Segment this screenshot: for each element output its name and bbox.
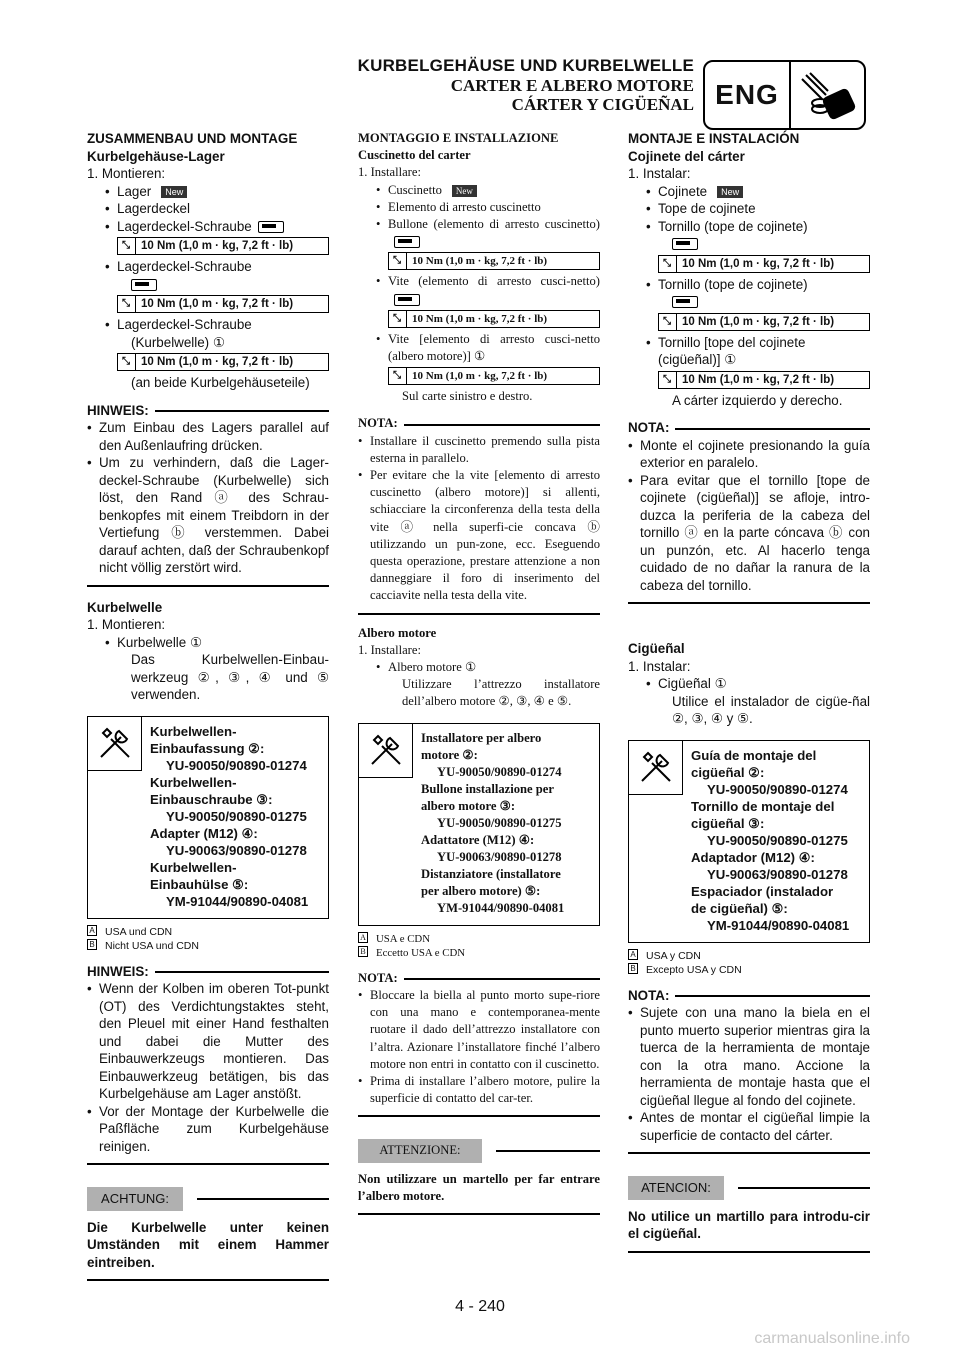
tool-line: Distanziatore (installatore — [421, 866, 561, 881]
step-label: 1. Montieren: — [87, 166, 166, 181]
note-label: NOTA: — [628, 420, 670, 435]
locking-agent-icon — [394, 236, 420, 248]
torque-wrench-icon: ⤡ — [663, 314, 677, 330]
locking-agent-icon — [131, 279, 157, 291]
caution-heading — [87, 1187, 329, 1211]
tool-number: YU-90063/90890-01278 — [437, 849, 562, 864]
list-item — [358, 216, 600, 250]
country-note-a — [87, 925, 329, 939]
tool-number: YU-90050/90890-01275 — [166, 808, 307, 824]
torque-wrench-icon: ⤡ — [663, 256, 677, 272]
country-text: Nicht USA und CDN — [105, 939, 199, 952]
tool-line: Bullone installazione per — [421, 781, 554, 796]
item-text: Vite (elemento di arresto cusci-netto) — [388, 274, 600, 289]
item-description: Utilice el instalador de cigüe-ñal ②, ③, ④ y ⑤. — [672, 693, 870, 726]
torque-value: 10 Nm (1,0 m · kg, 7,2 ft · lb) — [412, 370, 548, 383]
list-item — [87, 183, 329, 201]
tool-line: albero motore ③: — [421, 798, 516, 813]
note-heading — [87, 963, 329, 981]
tool-line: Kurbelwellen- — [150, 723, 237, 739]
caution-heading — [628, 1176, 870, 1200]
locking-agent-icon — [394, 294, 420, 306]
caution-text: Die Kurbelwelle unter keinen Umständen mit einem Hammer eintreiben. — [87, 1219, 329, 1270]
caution-text: No utilice un martillo para introdu-cir el cigüeñal. — [628, 1208, 870, 1241]
new-badge: New — [717, 186, 743, 198]
tool-line: Tornillo de montaje del — [691, 798, 835, 814]
item-note: Sul carte sinistro e destro. — [402, 389, 533, 404]
torque-wrench-icon: ⤡ — [122, 296, 136, 312]
column-spanish — [628, 130, 870, 1263]
note-item: • Per evitare che la vite [elemento di arresto cuscinetto (albero motore)] si allenti, schiacciare la circonferenza della testa della vite ⓐ nella superfi-cie concava ⓑ utilizzando un pun-zone, ecc. Eseguendo questa operazione, prestare attenzione a non danneggiare il foro di inserimento del cacciavite nella testa della vite. — [358, 467, 600, 605]
page-number: 4 - 240 — [455, 1298, 505, 1315]
tool-line: Kurbelwellen- — [150, 774, 237, 790]
locking-agent-row — [87, 276, 329, 294]
torque-spec — [117, 353, 329, 371]
note-label: HINWEIS: — [87, 402, 149, 418]
marker-a-icon: A — [358, 932, 368, 943]
caution-label: ATENCION: — [628, 1176, 724, 1200]
country-text: USA y CDN — [646, 949, 701, 962]
tool-number: YU-90063/90890-01278 — [707, 866, 848, 882]
tool-number: YM-91044/90890-04081 — [166, 893, 309, 909]
tool-line: Einbauhülse ⑤: — [150, 876, 249, 892]
note-label: NOTA: — [358, 416, 398, 431]
torque-spec — [117, 237, 329, 255]
tool-number: YU-90050/90890-01274 — [707, 781, 848, 797]
torque-wrench-icon: ⤡ — [393, 253, 407, 269]
torque-value: 10 Nm (1,0 m · kg, 7,2 ft · lb) — [412, 255, 548, 268]
country-text: Excepto USA y CDN — [646, 963, 742, 976]
column-italian — [358, 130, 600, 1225]
tool-line: motore ②: — [421, 747, 478, 762]
item-description: Das Kurbelwellen-Einbau-werkzeug ②, ③, ④ und ⑤ verwenden. — [131, 652, 329, 702]
tool-line: Einbauschraube ③: — [150, 791, 273, 807]
step-label: 1. Installare: — [358, 642, 421, 657]
note-item: • Um zu verhindern, daß die Lager-deckel-Schraube (Kurbelwelle) sich löst, den Rand ⓐ des Schrau-benkopfes mit einem Treibdorn in der Vertiefung ⓑ verstemmen. Dabei darauf achten, daß der Schraubenkopf nicht völlig zerstört wird. — [87, 454, 329, 577]
tool-line: de cigüeñal) ⑤: — [691, 900, 788, 916]
step-label: 1. Instalar: — [628, 166, 691, 181]
list-item: • Cigüeñal ① — [628, 675, 870, 693]
marker-b-icon: B — [358, 946, 368, 957]
tools-icon — [359, 724, 413, 778]
subsection-heading: Cigüeñal — [628, 641, 685, 656]
section-heading: MONTAJE E INSTALACIÓN — [628, 131, 800, 146]
locking-agent-icon — [258, 221, 284, 233]
note-item: • Antes de montar el cigüeñal limpie la superficie de contacto del cárter. — [628, 1109, 870, 1144]
note-item: • Prima di installare l’albero motore, pulire la superficie di contatto del car-ter. — [358, 1073, 600, 1107]
country-note-a — [358, 932, 600, 946]
tool-number: YM-91044/90890-04081 — [707, 917, 850, 933]
list-item: • Lagerdeckel — [87, 200, 329, 218]
caution-heading — [358, 1139, 600, 1162]
marker-b-icon: B — [87, 939, 97, 950]
note-item: • Zum Einbau des Lagers parallel auf den Außenlaufring drücken. — [87, 419, 329, 454]
list-item: • Lagerdeckel-Schraube — [87, 316, 329, 334]
subsection-heading: Albero motore — [358, 625, 437, 640]
list-item — [628, 183, 870, 201]
tool-line: Espaciador (instalador — [691, 883, 834, 899]
tool-line: Adapter (M12) ④: — [150, 825, 258, 841]
tool-line: Installatore per albero — [421, 730, 542, 745]
list-item: • Tornillo [tope del cojinete (cigüeñal)] ① — [628, 334, 870, 369]
note-heading — [628, 987, 870, 1005]
header-title-de: KURBELGEHÄUSE UND KURBELWELLE — [357, 56, 694, 75]
header-title-es: CÁRTER Y CIGÜEÑAL — [511, 95, 694, 114]
note-item: • Wenn der Kolben im oberen Tot-punkt (OT) des Verdichtungstaktes steht, den Pleuel mit einer Hand festhalten und dabei die Mutter des Einbauwerkzeugs montieren. Das Einbauwerkzeug betätigen, bis das Kurbelgehäuse am Lager anstößt. — [87, 980, 329, 1103]
note-label: NOTA: — [628, 987, 670, 1003]
tool-line: Adaptador (M12) ④: — [691, 849, 815, 865]
note-item: • Vor der Montage der Kurbelwelle die Paßfläche zum Kurbelgehäuse reinigen. — [87, 1103, 329, 1156]
tool-number: YU-90063/90890-01278 — [166, 842, 307, 858]
tool-number: YM-91044/90890-04081 — [437, 900, 565, 915]
note-heading — [358, 415, 600, 432]
tools-icon — [88, 717, 142, 771]
torque-wrench-icon: ⤡ — [122, 354, 136, 370]
note-heading — [87, 402, 329, 420]
country-note-b — [87, 939, 329, 953]
torque-wrench-icon: ⤡ — [393, 311, 407, 327]
locking-agent-icon — [672, 296, 698, 308]
list-item: • Albero motore ① — [358, 659, 600, 676]
torque-spec — [658, 255, 870, 273]
list-item: • Tornillo (tope de cojinete) — [628, 218, 870, 236]
special-tool-box — [358, 723, 600, 926]
note-item: • Sujete con una mano la biela en el punto muerto superior mientras gira la tuerca de la herramienta de montaje con la otra mano. Accione la herramienta de montaje hasta que el cigüeñal llegue al fondo del cojinete. — [628, 1004, 870, 1109]
list-item: • Tope de cojinete — [628, 200, 870, 218]
torque-spec — [658, 313, 870, 331]
torque-value: 10 Nm (1,0 m · kg, 7,2 ft · lb) — [141, 240, 294, 252]
torque-spec — [388, 252, 600, 270]
caution-label: ATTENZIONE: — [358, 1139, 482, 1162]
torque-wrench-icon: ⤡ — [663, 372, 677, 388]
list-item: • Vite [elemento di arresto cusci-netto (albero motore)] ① — [358, 331, 600, 365]
item-note: A cárter izquierdo y derecho. — [672, 392, 843, 408]
note-item: • Monte el cojinete presionando la guía exterior en paralelo. — [628, 437, 870, 472]
subsection-heading: Kurbelwelle — [87, 599, 163, 615]
list-item: • Kurbelwelle ① — [87, 634, 329, 652]
locking-agent-row — [628, 235, 870, 253]
torque-value: 10 Nm (1,0 m · kg, 7,2 ft · lb) — [682, 315, 835, 328]
caution-text: Non utilizzare un martello per far entrare l’albero motore. — [358, 1171, 600, 1203]
country-text: Eccetto USA e CDN — [376, 946, 466, 959]
marker-a-icon: A — [628, 949, 638, 960]
country-text: USA und CDN — [105, 925, 173, 938]
tool-line: cigüeñal ③: — [691, 815, 765, 831]
torque-spec — [388, 310, 600, 328]
item-note: (an beide Kurbelgehäuseteile) — [131, 375, 310, 390]
item-text: Lagerdeckel-Schraube — [117, 218, 252, 234]
step-label: 1. Montieren: — [87, 617, 166, 632]
country-note-b — [628, 963, 870, 977]
tool-line: per albero motore) ⑤: — [421, 883, 541, 898]
note-item: • Installare il cuscinetto premendo sulla pista esterna in parallelo. — [358, 433, 600, 467]
item-text: Lager — [117, 183, 152, 199]
note-item: • Para evitar que el tornillo [tope de cojinete (cigüeñal)] se afloje, intro-duzca la periferia de la cabeza del tornillo ⓐ en la parte cóncava ⓑ con un punzón, etc. Al hacerlo tenga cuidado de no dañar la ranura de la cabeza del tornillo. — [628, 472, 870, 595]
torque-value: 10 Nm (1,0 m · kg, 7,2 ft · lb) — [682, 373, 835, 386]
item-text: Lagerdeckel-Schraube — [117, 259, 252, 274]
torque-value: 10 Nm (1,0 m · kg, 7,2 ft · lb) — [682, 257, 835, 270]
note-label: NOTA: — [358, 970, 398, 985]
tool-line: cigüeñal ②: — [691, 764, 765, 780]
torque-value: 10 Nm (1,0 m · kg, 7,2 ft · lb) — [412, 312, 548, 325]
country-note-b — [358, 946, 600, 960]
tool-number: YU-90050/90890-01275 — [437, 815, 562, 830]
list-item-continued: (Kurbelwelle) ① — [131, 334, 225, 350]
country-note-a — [628, 949, 870, 963]
tools-icon — [629, 741, 683, 795]
torque-wrench-icon: ⤡ — [122, 238, 136, 254]
section-heading: MONTAGGIO E INSTALLAZIONE — [358, 131, 559, 145]
item-text: Bullone (elemento di arresto cuscinetto) — [388, 217, 600, 232]
locking-agent-row — [628, 293, 870, 311]
header-title-it: CARTER E ALBERO MOTORE — [450, 76, 694, 95]
engine-parts-icon — [791, 62, 864, 128]
eng-label: ENG — [705, 62, 791, 128]
page-header-titles — [358, 56, 694, 114]
list-item — [358, 182, 600, 199]
item-description: Utilizzare l’attrezzo installatore dell’albero motore ②, ③, ④ e ⑤. — [402, 677, 600, 709]
step-label: 1. Installare: — [358, 165, 421, 180]
tool-line: Kurbelwellen- — [150, 859, 237, 875]
step-label: 1. Instalar: — [628, 658, 691, 674]
tool-number: YU-90050/90890-01274 — [437, 764, 562, 779]
tool-line: Adattatore (M12) ④: — [421, 832, 535, 847]
country-text: USA e CDN — [376, 932, 430, 945]
tool-line: Einbaufassung ②: — [150, 740, 265, 756]
marker-b-icon: B — [628, 963, 638, 974]
tool-line: Guía de montaje del — [691, 747, 817, 763]
subsection-heading: Cojinete del cárter — [628, 148, 745, 164]
list-item — [87, 218, 329, 236]
item-text: Cuscinetto — [388, 182, 442, 197]
list-item — [358, 273, 600, 307]
note-heading — [358, 970, 600, 987]
note-item: • Bloccare la biella al punto morto supe-riore con una mano e contemporanea-mente ruotare il dado dell’attrezzo installatore con l’altra. Azionare l’installatore finché l’albero motore non entri in contatto con il cuscinetto. — [358, 987, 600, 1073]
new-badge: New — [452, 185, 477, 197]
section-heading: ZUSAMMENBAU UND MONTAGE — [87, 131, 298, 146]
marker-a-icon: A — [87, 925, 97, 936]
special-tool-box — [628, 740, 870, 943]
eng-section-badge — [703, 60, 866, 130]
torque-spec — [117, 295, 329, 313]
list-item: • Tornillo (tope de cojinete) — [628, 276, 870, 294]
caution-label: ACHTUNG: — [87, 1187, 183, 1211]
subsection-heading: Cuscinetto del carter — [358, 148, 471, 163]
watermark: carmanualsonline.info — [754, 1330, 910, 1347]
locking-agent-icon — [672, 238, 698, 250]
new-badge: New — [161, 186, 187, 198]
torque-value: 10 Nm (1,0 m · kg, 7,2 ft · lb) — [141, 356, 294, 368]
column-german — [87, 130, 329, 1291]
tool-number: YU-90050/90890-01274 — [166, 757, 307, 773]
list-item: • Elemento di arresto cuscinetto — [358, 199, 600, 216]
subsection-heading: Kurbelgehäuse-Lager — [87, 148, 225, 164]
item-text: Cojinete — [658, 183, 708, 199]
torque-spec — [388, 367, 600, 385]
note-label: HINWEIS: — [87, 963, 149, 979]
torque-wrench-icon: ⤡ — [393, 368, 407, 384]
special-tool-box — [87, 716, 329, 919]
torque-value: 10 Nm (1,0 m · kg, 7,2 ft · lb) — [141, 298, 294, 310]
note-heading — [628, 419, 870, 437]
list-item — [87, 258, 329, 276]
tool-number: YU-90050/90890-01275 — [707, 832, 848, 848]
torque-spec — [658, 371, 870, 389]
